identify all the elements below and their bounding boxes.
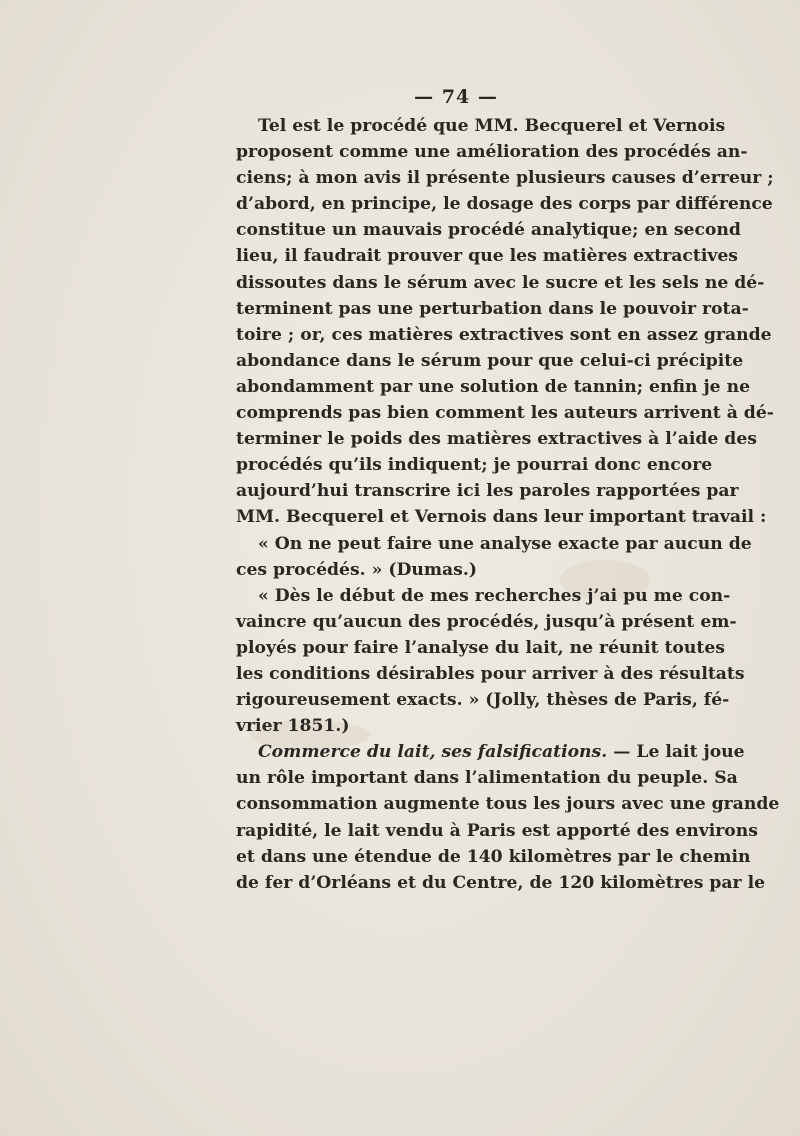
text-line	[236, 739, 745, 765]
text-line: et dans une étendue de 140 kilomètres par le chemin	[236, 846, 751, 867]
text-line: dissoutes dans le sérum avec le sucre et les sels ne dé-	[236, 272, 765, 293]
text-line: aujourd’hui transcrire ici les paroles rapportées par	[236, 481, 739, 502]
text-line: comprends pas bien comment les auteurs arrivent à dé-	[236, 403, 774, 424]
text-line: ployés pour faire l’analyse du lait, ne réunit toutes	[236, 637, 725, 658]
text-line: Tel est le procédé que MM. Becquerel et Vernois	[258, 116, 726, 136]
text-line: proposent comme une amélioration des procédés an-	[236, 142, 748, 163]
text-line: abondamment par une solution de tannin; enfin je ne	[236, 376, 751, 397]
text-line: toire ; or, ces matières extractives sont en assez grande	[236, 324, 772, 345]
text-fragment: — Le lait joue	[613, 742, 745, 763]
body-text	[236, 113, 780, 896]
text-line: terminent pas une perturbation dans le pouvoir rota-	[236, 298, 749, 319]
text-line: ciens; à mon avis il présente plusieurs causes d’erreur ;	[236, 168, 774, 189]
text-line: d’abord, en principe, le dosage des corps par différence	[236, 194, 773, 215]
text-line: MM. Becquerel et Vernois dans leur important travail :	[236, 507, 767, 528]
text-line: terminer le poids des matières extractives à l’aide des	[236, 429, 757, 450]
text-line: vrier 1851.)	[236, 716, 350, 737]
text-line: « Dès le début de mes recherches j’ai pu me con-	[258, 585, 731, 606]
text-line: les conditions désirables pour arriver à des résultats	[236, 663, 745, 684]
text-line: vaincre qu’aucun des procédés, jusqu’à présent em-	[236, 611, 737, 632]
section-heading: Commerce du lait, ses falsifications.	[258, 742, 608, 763]
text-line: de fer d’Orléans et du Centre, de 120 kilomètres par le	[236, 872, 766, 893]
text-line: procédés qu’ils indiquent; je pourrai donc encore	[236, 455, 713, 476]
text-line: rigoureusement exacts. » (Jolly, thèses de Paris, fé-	[236, 690, 730, 711]
text-line: lieu, il faudrait prouver que les matières extractives	[236, 246, 738, 267]
text-line: « On ne peut faire une analyse exacte par aucun de	[258, 533, 752, 554]
text-line: consommation augmente tous les jours avec une grande	[236, 794, 780, 815]
text-line: constitue un mauvais procédé analytique; en second	[236, 220, 741, 241]
page-number: — 74 —	[414, 86, 498, 108]
text-line: rapidité, le lait vendu à Paris est apporté des environs	[236, 820, 758, 841]
text-line: abondance dans le sérum pour que celui-ci précipite	[236, 350, 744, 371]
text-line: ces procédés. » (Dumas.)	[236, 559, 477, 580]
text-line: un rôle important dans l’alimentation du peuple. Sa	[236, 768, 738, 789]
